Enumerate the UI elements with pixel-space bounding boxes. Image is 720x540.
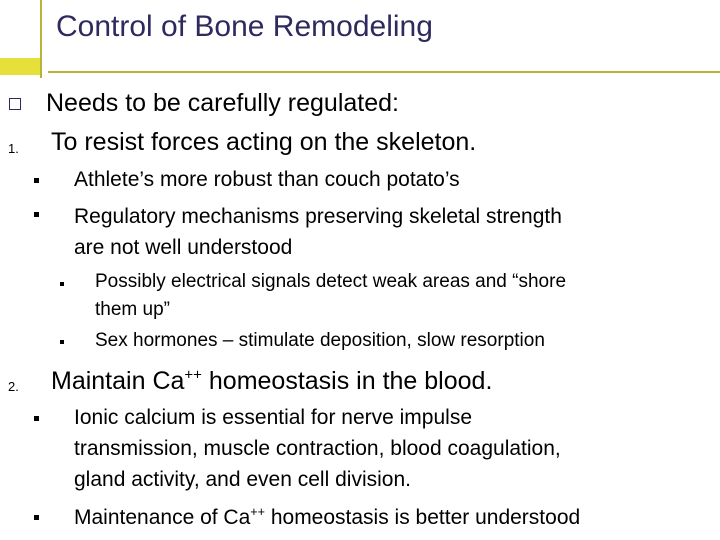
sub-point-maintenance: Maintenance of Ca++ homeostasis is better understood bbox=[74, 505, 581, 529]
numbered-item-1: To resist forces acting on the skeleton. bbox=[51, 128, 477, 156]
vertical-rule bbox=[40, 0, 42, 78]
bullet-icon bbox=[34, 212, 39, 217]
sub-point-ionic-3: gland activity, and even cell division. bbox=[74, 468, 411, 491]
number-1: 1. bbox=[8, 141, 19, 156]
title-divider bbox=[48, 71, 720, 73]
number-2: 2. bbox=[8, 379, 19, 394]
bullet-icon bbox=[60, 282, 64, 286]
detail-sex-hormones: Sex hormones – stimulate deposition, slow resorption bbox=[95, 330, 545, 351]
detail-electrical-2: them up” bbox=[95, 299, 170, 320]
bullet-icon bbox=[34, 515, 39, 520]
bullet-icon bbox=[34, 416, 39, 421]
slide-title: Control of Bone Remodeling bbox=[56, 10, 433, 43]
bullet-icon bbox=[34, 178, 39, 183]
detail-electrical-1: Possibly electrical signals detect weak areas and “shore bbox=[95, 271, 567, 292]
sub-point-ionic-2: transmission, muscle contraction, blood coagulation, bbox=[74, 437, 561, 460]
numbered-item-2: Maintain Ca++ homeostasis in the blood. bbox=[51, 366, 493, 395]
sub-point-athlete: Athlete’s more robust than couch potato’s bbox=[74, 168, 460, 191]
main-point: Needs to be carefully regulated: bbox=[46, 89, 399, 117]
sub-point-regulatory-2: are not well understood bbox=[74, 236, 293, 259]
sub-point-regulatory-1: Regulatory mechanisms preserving skeletal strength bbox=[74, 205, 562, 228]
bullet-icon bbox=[60, 340, 64, 344]
sub-point-ionic-1: Ionic calcium is essential for nerve impulse bbox=[74, 406, 472, 429]
square-bullet-icon bbox=[9, 98, 21, 110]
accent-square bbox=[0, 58, 40, 75]
